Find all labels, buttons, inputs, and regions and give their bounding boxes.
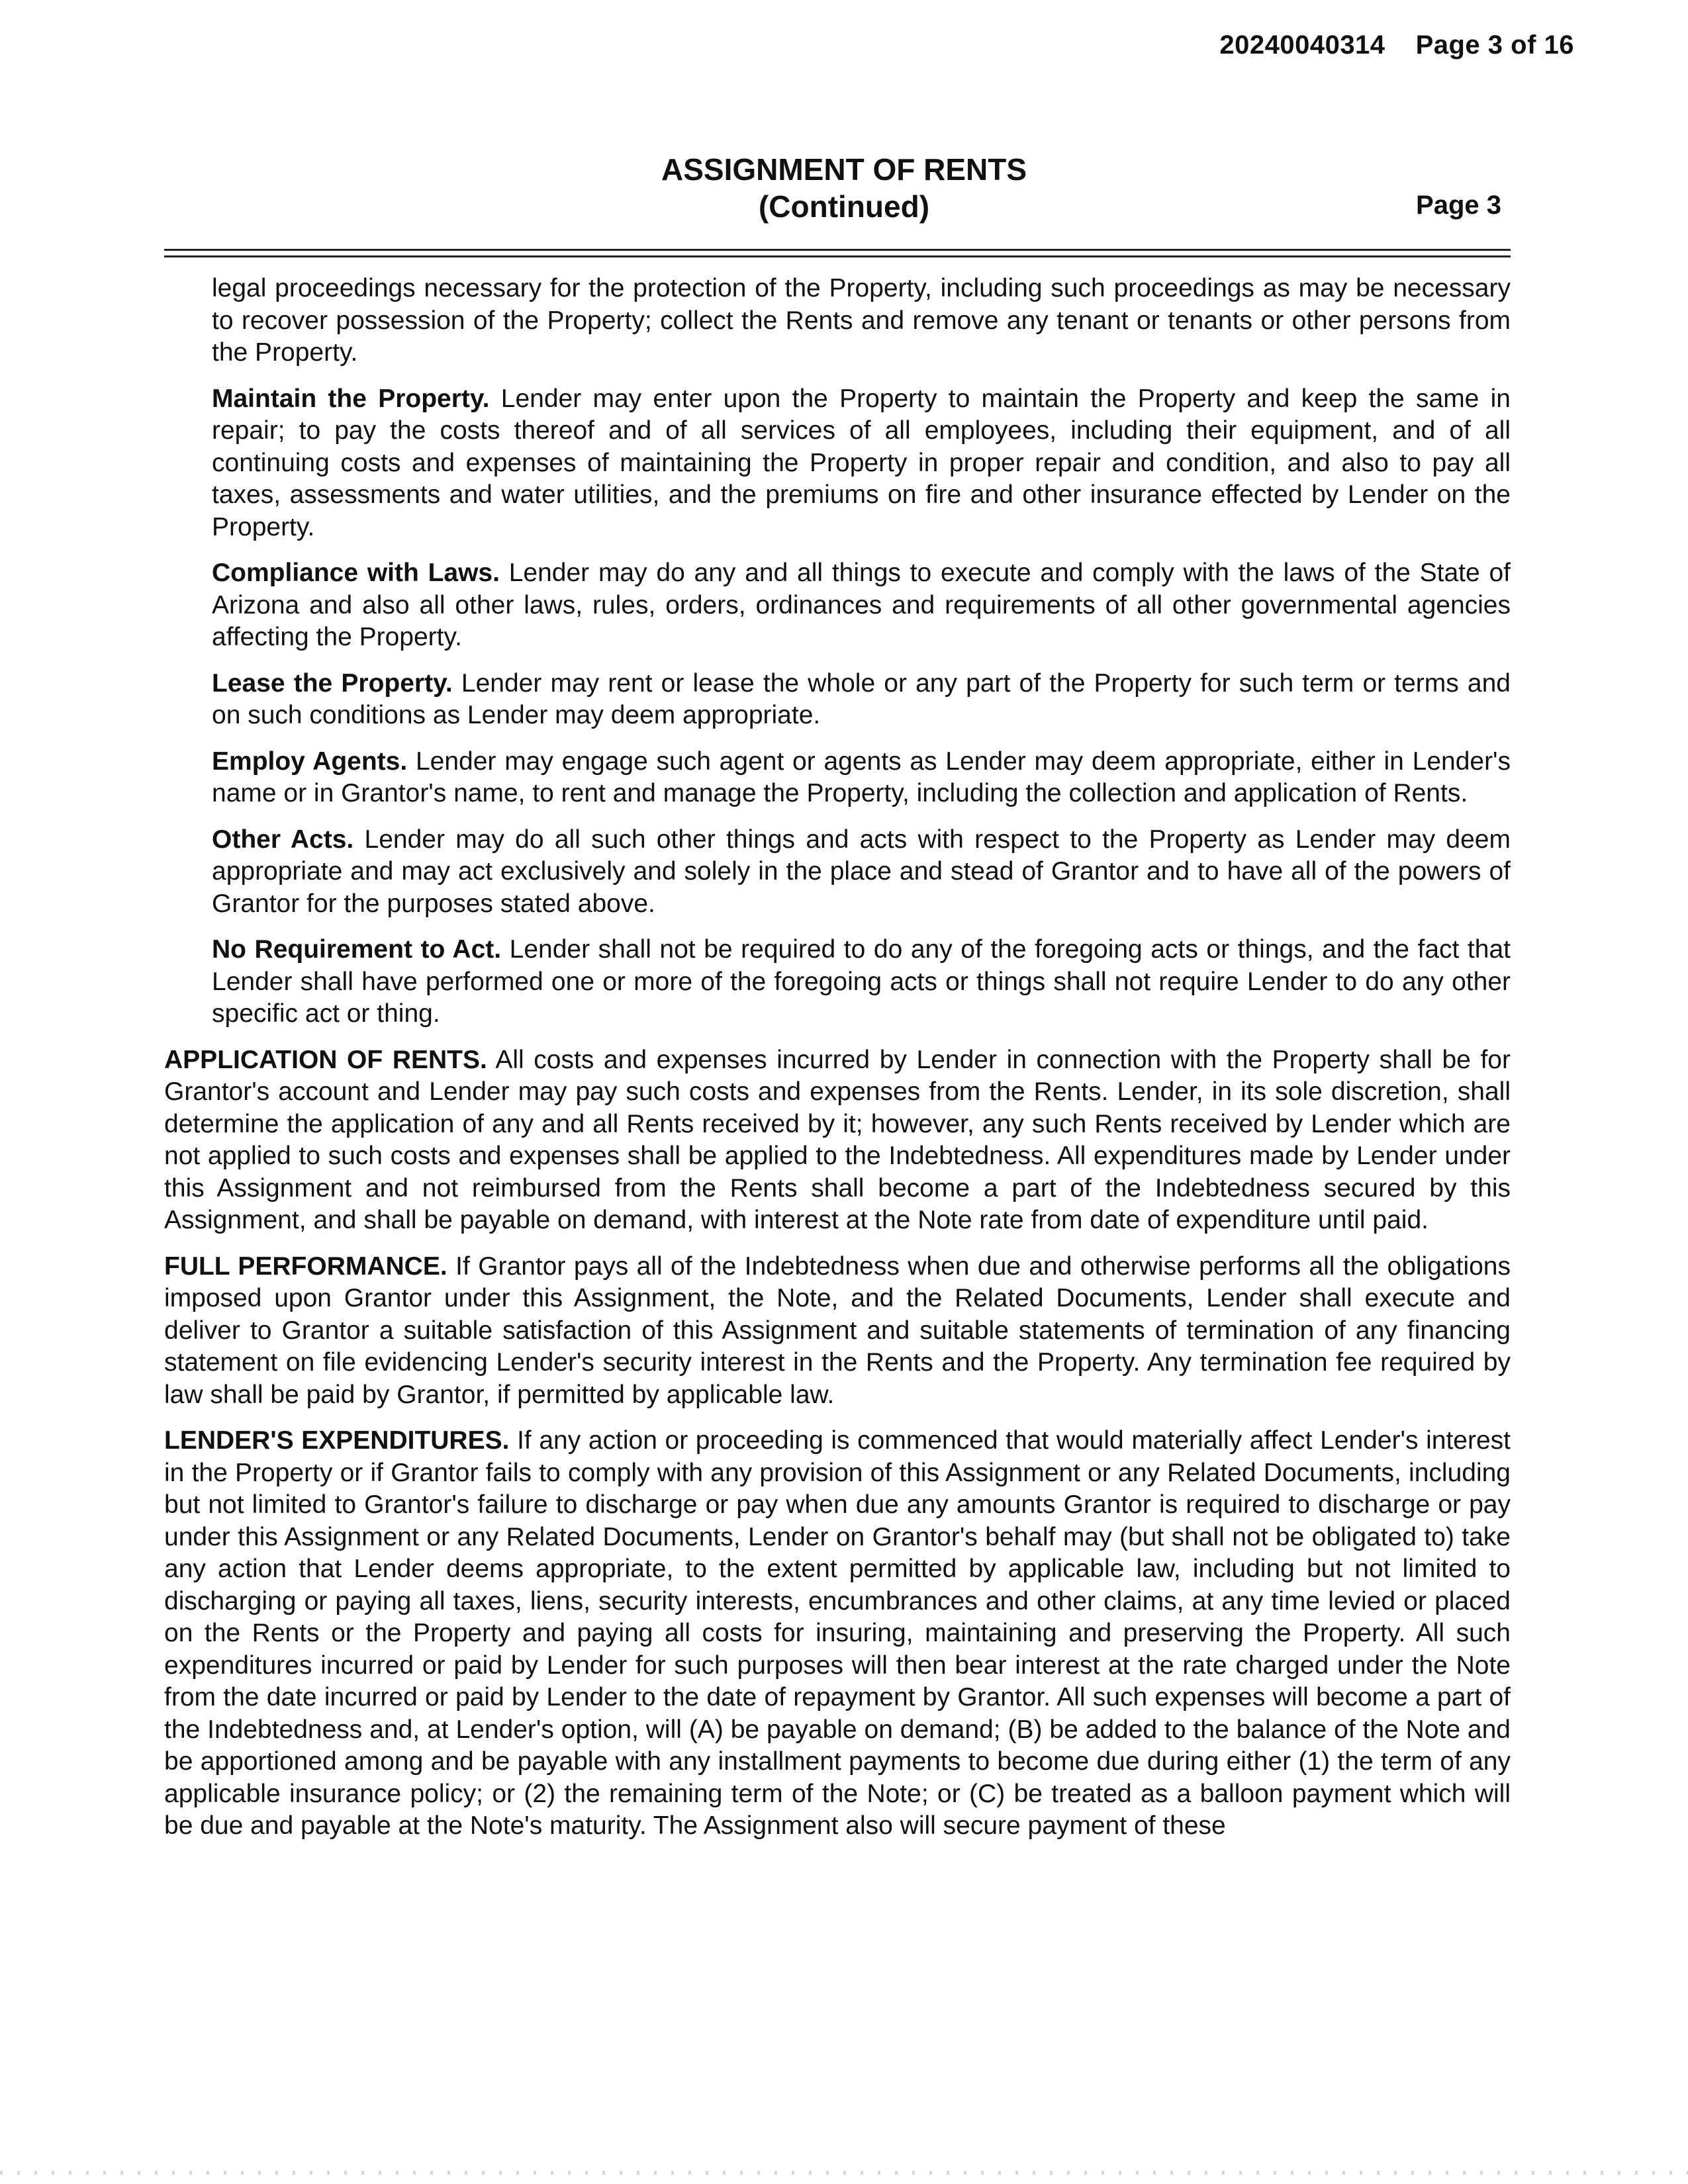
- paragraph-text: All costs and expenses incurred by Lender in connection with the Property shall be for Grantor's account and Lender may pay such costs and expenses from the Rents. Lender, in its sole discretion, shall determine the application of any and all Rents received by it; however, any such Rents received by Lender which are not applied to such costs and expenses shall be applied to the Indebtedness. All expenditures made by Lender under this Assignment and not reimbursed from the Rents shall become a part of the Indebtedness secured by this Assignment, and shall be payable on demand, with interest at the Note rate from date of expenditure until paid.: [164, 1045, 1511, 1234]
- paragraph-heading: FULL PERFORMANCE.: [164, 1251, 447, 1281]
- paragraph-lenders-expenditures: [164, 1425, 1511, 1843]
- paragraph-text: legal proceedings necessary for the protection of the Property, including such proceedings as may be necessary to recover possession of the Property; collect the Rents and remove any tenant or tenants or other persons from the Property.: [212, 274, 1511, 367]
- paragraph-maintain-property: [212, 383, 1511, 544]
- recording-page-count: Page 3 of 16: [1415, 30, 1574, 60]
- paragraph-lease-property: [212, 668, 1511, 732]
- paragraph-heading: No Requirement to Act.: [212, 935, 502, 964]
- paragraph-text: If Grantor pays all of the Indebtedness when due and otherwise performs all the obligations imposed upon Grantor under this Assignment, the Note, and the Related Documents, Lender shall execute and deliver to Grantor a suitable satisfaction of this Assignment and suitable statements of termination of any financing statement on file evidencing Lender's security interest in the Rents and the Property. Any termination fee required by law shall be paid by Grantor, if permitted by applicable law.: [164, 1251, 1511, 1409]
- paragraph-text: Lender may enter upon the Property to maintain the Property and keep the same in repair; to pay the costs thereof and of all services of all employees, including their equipment, and of all continuing costs and expenses of maintaining the Property in proper repair and condition, and also to pay all taxes, assessments and water utilities, and the premiums on fire and other insurance effected by Lender on the Property.: [212, 384, 1511, 541]
- recording-header: [1219, 30, 1574, 60]
- document-body: [164, 273, 1511, 1856]
- paragraph-text: If any action or proceeding is commenced that would materially affect Lender's interest in the Property or if Grantor fails to comply with any provision of this Assignment or any Related Documents, including but not limited to Grantor's failure to discharge or pay when due any amounts Grantor is required to discharge or pay under this Assignment or any Related Documents, Lender on Grantor's behalf may (but shall not be obligated to) take any action that Lender deems appropriate, to the extent permitted by applicable law, including but not limited to discharging or paying all taxes, liens, security interests, encumbrances and other claims, at any time levied or placed on the Rents or the Property and paying all costs for insuring, maintaining and preserving the Property. All such expenditures incurred or paid by Lender for such purposes will then bear interest at the rate charged under the Note from the date incurred or paid by Lender to the date of repayment by Grantor. All such expenses will become a part of the Indebtedness and, at Lender's option, will (A) be payable on demand; (B) be added to the balance of the Note and be apportioned among and be payable with any installment payments to become due during either (1) the term of any applicable insurance policy; or (2) the remaining term of the Note; or (C) be treated as a balloon payment which will be due and payable at the Note's maturity. The Assignment also will secure payment of these: [164, 1426, 1511, 1840]
- paragraph-application-of-rents: [164, 1044, 1511, 1237]
- paragraph-text: Lender shall not be required to do any of the foregoing acts or things, and the fact that Lender shall have performed one or more of the foregoing acts or things shall not require Lender to do any other specific act or thing.: [212, 935, 1511, 1028]
- paragraph-employ-agents: [212, 746, 1511, 810]
- paragraph-compliance-with-laws: [212, 557, 1511, 654]
- paragraph-heading: APPLICATION OF RENTS.: [164, 1045, 487, 1074]
- recording-number: 20240040314: [1219, 30, 1385, 60]
- paragraph-heading: Employ Agents.: [212, 747, 408, 776]
- paragraph-text: Lender may do all such other things and acts with respect to the Property as Lender may deem appropriate and may act exclusively and solely in the place and stead of Grantor and to have all of the powers of Grantor for the purposes stated above.: [212, 825, 1511, 918]
- page-label: Page 3: [1416, 191, 1501, 220]
- paragraph-other-acts: [212, 824, 1511, 921]
- paragraph-heading: Maintain the Property.: [212, 384, 490, 413]
- paragraph-text: Lender may engage such agent or agents as Lender may deem appropriate, either in Lender's name or in Grantor's name, to rent and manage the Property, including the collection and application of Rents.: [212, 747, 1511, 807]
- paragraph-no-requirement-to-act: [212, 934, 1511, 1030]
- header-rule-top: [164, 249, 1511, 251]
- header-rule-bottom: [164, 255, 1511, 257]
- paragraph-full-performance: [164, 1251, 1511, 1412]
- scan-artifact-line: [0, 2171, 1688, 2175]
- paragraph-heading: LENDER'S EXPENDITURES.: [164, 1426, 510, 1455]
- paragraph-heading: Other Acts.: [212, 825, 354, 854]
- paragraph-heading: Compliance with Laws.: [212, 559, 500, 587]
- paragraph-continuation: [212, 273, 1511, 369]
- paragraph-text: Lender may do any and all things to execute and comply with the laws of the State of Arizona and also all other laws, rules, orders, ordinances and requirements of all other governmental agencies affecting the Property.: [212, 559, 1511, 651]
- paragraph-text: Lender may rent or lease the whole or any part of the Property for such term or terms and on such conditions as Lender may deem appropriate.: [212, 668, 1511, 729]
- paragraph-heading: Lease the Property.: [212, 668, 453, 698]
- document-title: ASSIGNMENT OF RENTS: [661, 152, 1027, 187]
- document-subtitle: (Continued): [758, 189, 930, 224]
